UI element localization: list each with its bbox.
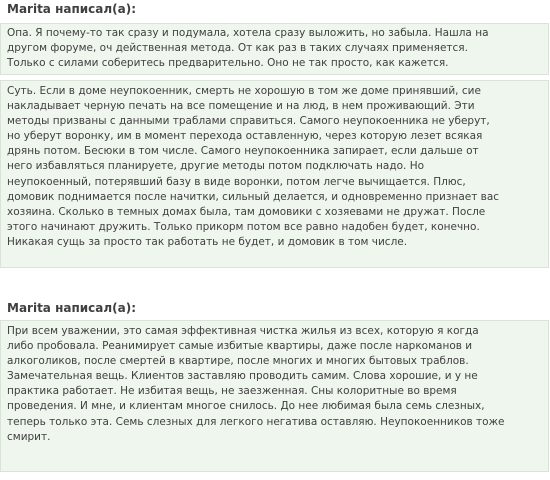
quote-author-1: Marita написал(а): (7, 2, 137, 16)
quote-line: алкоголиков, после смертей в квартире, после многих и многих бытовых траблов. (7, 355, 469, 368)
quote-author-2: Marita написал(а): (7, 301, 137, 315)
quote-line: либо пробовала. Реанимирует самые избитые квартиры, даже после наркоманов и (7, 340, 473, 353)
quote-line: другом форуме, оч действенная метода. От как раз в таких случаях применяется. (7, 42, 468, 55)
post-line: неупокоенный, потерявший базу в виде воронки, потом легче вычищается. Плюс, (7, 175, 466, 188)
post-body-1 (0, 80, 549, 268)
post-line: дрянь потом. Бесюки в том числе. Самого неупокоенника запирает, если дальше от (7, 145, 479, 158)
quote-block-1 (0, 23, 549, 75)
quote-line: теперь только эта. Семь слезных для легкого негатива оставляю. Неупокоенников тоже (7, 415, 505, 428)
post-line: домовик поднимается после начитки, сильный делается, и одновременно признает вас (7, 190, 500, 203)
post-line: накладывает черную печать на все помещение и на люд, в нем проживающий. Эти (7, 100, 475, 113)
quote-line: Только с силами соберитесь предварительно. Оно не так просто, как кажется. (7, 57, 449, 70)
post-line: него избавляться планируете, другие методы потом подключать надо. Но (7, 160, 425, 173)
quote-line: При всем уважении, это самая эффективная чистка жилья из всех, которую я когда (7, 325, 479, 337)
quote-line: Замечательная вещь. Клиентов заставляю проводить самим. Слова хорошие, и у не (7, 370, 478, 383)
post-line: этого начинают дружить. Только прикорм потом все равно надобен будет, конечно. (7, 220, 480, 233)
post-line: но уберут воронку, им в момент перехода оставленную, через которую лезет всякая (7, 130, 483, 143)
quote-line: практика работает. Не избитая вещь, не заезженная. Сны колоритные во время (7, 385, 457, 398)
quote-line: смирит. (7, 430, 51, 443)
post-line: Никакая сущь за просто так работать не будет, и домовик в том числе. (7, 235, 408, 248)
post-line: методы призваны с данными траблами справиться. Самого неупокоенника не уберут, (7, 115, 490, 128)
quote-line: Опа. Я почему-то так сразу и подумала, хотела сразу выложить, но забыла. Нашла на (7, 27, 489, 39)
post-line: хозяина. Сколько в темных домах была, там домовики с хозяевами не дружат. После (7, 205, 486, 218)
post-line: Суть. Если в доме неупокоенник, смерть не хорошую в том же доме принявший, сие (7, 85, 481, 97)
quote-line: проведения. И мне, и клиентам многое снилось. До нее любимая была семь слезных, (7, 400, 485, 413)
quote-block-2 (0, 320, 549, 472)
